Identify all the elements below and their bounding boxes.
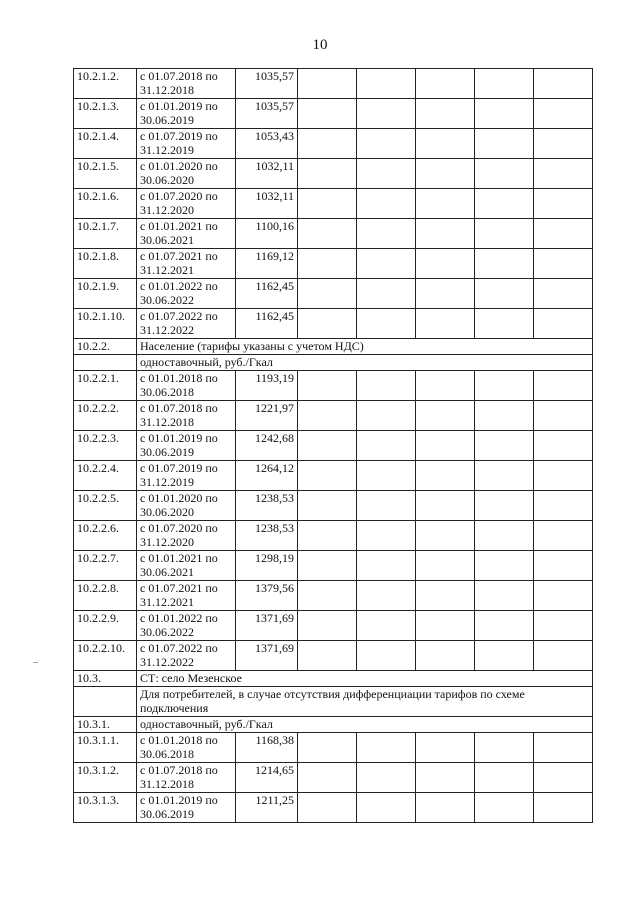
empty-cell (357, 219, 416, 249)
empty-cell (475, 461, 534, 491)
empty-cell (298, 461, 357, 491)
tariff-value-cell: 1193,19 (236, 371, 298, 401)
empty-cell (534, 521, 593, 551)
section-header-cell: одноставочный, руб./Гкал (137, 717, 593, 733)
row-number-cell: 10.2.2.7. (74, 551, 137, 581)
row-number-cell: 10.2.1.9. (74, 279, 137, 309)
table-row (74, 309, 593, 339)
table-row (74, 219, 593, 249)
period-cell: с 01.01.2019 по 30.06.2019 (137, 99, 236, 129)
empty-cell (298, 371, 357, 401)
empty-cell (534, 461, 593, 491)
period-cell: с 01.07.2018 по 31.12.2018 (137, 69, 236, 99)
empty-cell (475, 249, 534, 279)
empty-cell (534, 793, 593, 823)
period-cell: с 01.07.2020 по 31.12.2020 (137, 521, 236, 551)
empty-cell (534, 491, 593, 521)
period-cell: с 01.01.2019 по 30.06.2019 (137, 431, 236, 461)
row-number-cell: 10.3.1.3. (74, 793, 137, 823)
period-cell: с 01.07.2021 по 31.12.2021 (137, 249, 236, 279)
empty-cell (534, 309, 593, 339)
empty-cell (534, 401, 593, 431)
empty-cell (298, 159, 357, 189)
row-number-cell: 10.2.2.4. (74, 461, 137, 491)
tariff-value-cell: 1238,53 (236, 521, 298, 551)
table-row (74, 401, 593, 431)
empty-cell (357, 733, 416, 763)
tariff-table-body (74, 69, 593, 823)
empty-cell (357, 581, 416, 611)
empty-cell (416, 401, 475, 431)
tariff-value-cell: 1298,19 (236, 551, 298, 581)
empty-cell (357, 641, 416, 671)
empty-cell (298, 401, 357, 431)
empty-cell (357, 279, 416, 309)
empty-cell (357, 793, 416, 823)
row-number-cell: 10.2.1.5. (74, 159, 137, 189)
empty-cell (357, 129, 416, 159)
empty-cell (416, 129, 475, 159)
empty-cell (298, 521, 357, 551)
row-number-cell: 10.2.2. (74, 339, 137, 355)
empty-cell (357, 189, 416, 219)
period-cell: с 01.01.2020 по 30.06.2020 (137, 159, 236, 189)
empty-cell (534, 551, 593, 581)
empty-cell (298, 491, 357, 521)
empty-cell (298, 309, 357, 339)
period-cell: с 01.01.2018 по 30.06.2018 (137, 371, 236, 401)
empty-cell (357, 521, 416, 551)
empty-cell (475, 793, 534, 823)
tariff-value-cell: 1100,16 (236, 219, 298, 249)
tariff-value-cell: 1169,12 (236, 249, 298, 279)
table-row (74, 763, 593, 793)
empty-cell (357, 401, 416, 431)
period-cell: с 01.07.2022 по 31.12.2022 (137, 641, 236, 671)
empty-cell (475, 641, 534, 671)
empty-cell (475, 189, 534, 219)
table-row (74, 279, 593, 309)
table-row (74, 461, 593, 491)
empty-cell (298, 219, 357, 249)
period-cell: с 01.01.2018 по 30.06.2018 (137, 733, 236, 763)
empty-cell (475, 581, 534, 611)
section-header-cell: Население (тарифы указаны с учетом НДС) (137, 339, 593, 355)
tariff-value-cell: 1221,97 (236, 401, 298, 431)
tariff-value-cell: 1032,11 (236, 189, 298, 219)
tariff-value-cell: 1053,43 (236, 129, 298, 159)
empty-cell (416, 581, 475, 611)
table-row (74, 339, 593, 355)
row-number-cell: 10.2.1.10. (74, 309, 137, 339)
empty-cell (357, 551, 416, 581)
empty-cell (416, 189, 475, 219)
empty-cell (416, 611, 475, 641)
tariff-value-cell: 1238,53 (236, 491, 298, 521)
empty-cell (298, 431, 357, 461)
empty-cell (534, 371, 593, 401)
tariff-value-cell: 1242,68 (236, 431, 298, 461)
tariff-value-cell: 1168,38 (236, 733, 298, 763)
empty-cell (416, 431, 475, 461)
period-cell: с 01.07.2022 по 31.12.2022 (137, 309, 236, 339)
empty-cell (416, 69, 475, 99)
page-number: 10 (312, 37, 328, 53)
period-cell: с 01.07.2019 по 31.12.2019 (137, 129, 236, 159)
table-row (74, 249, 593, 279)
row-number-cell: 10.2.2.3. (74, 431, 137, 461)
tariff-value-cell: 1211,25 (236, 793, 298, 823)
empty-cell (475, 219, 534, 249)
empty-cell (475, 309, 534, 339)
period-cell: с 01.07.2018 по 31.12.2018 (137, 401, 236, 431)
row-number-cell (74, 355, 137, 371)
empty-cell (298, 279, 357, 309)
empty-cell (475, 69, 534, 99)
empty-cell (357, 371, 416, 401)
section-header-cell: СТ: село Мезенское (137, 671, 593, 687)
table-row (74, 159, 593, 189)
row-number-cell: 10.2.2.1. (74, 371, 137, 401)
tariff-value-cell: 1214,65 (236, 763, 298, 793)
empty-cell (416, 521, 475, 551)
empty-cell (298, 641, 357, 671)
empty-cell (534, 279, 593, 309)
empty-cell (416, 641, 475, 671)
empty-cell (534, 219, 593, 249)
row-number-cell: 10.2.2.10. (74, 641, 137, 671)
period-cell: с 01.01.2022 по 30.06.2022 (137, 279, 236, 309)
empty-cell (475, 159, 534, 189)
tariff-value-cell: 1032,11 (236, 159, 298, 189)
row-number-cell (74, 687, 137, 717)
table-row (74, 129, 593, 159)
row-number-cell: 10.2.1.7. (74, 219, 137, 249)
empty-cell (416, 793, 475, 823)
empty-cell (416, 219, 475, 249)
empty-cell (298, 189, 357, 219)
row-number-cell: 10.3.1. (74, 717, 137, 733)
empty-cell (298, 249, 357, 279)
row-number-cell: 10.2.1.2. (74, 69, 137, 99)
empty-cell (475, 371, 534, 401)
section-header-cell: Для потребителей, в случае отсутствия дифференциации тарифов по схеме подключения (137, 687, 593, 717)
row-number-cell: 10.2.2.9. (74, 611, 137, 641)
empty-cell (357, 69, 416, 99)
empty-cell (357, 763, 416, 793)
table-row (74, 717, 593, 733)
empty-cell (534, 69, 593, 99)
empty-cell (298, 581, 357, 611)
empty-cell (534, 611, 593, 641)
empty-cell (416, 733, 475, 763)
table-row (74, 431, 593, 461)
tariff-value-cell: 1371,69 (236, 611, 298, 641)
table-row (74, 371, 593, 401)
empty-cell (475, 431, 534, 461)
empty-cell (357, 99, 416, 129)
empty-cell (298, 551, 357, 581)
period-cell: с 01.01.2022 по 30.06.2022 (137, 611, 236, 641)
empty-cell (534, 733, 593, 763)
table-row (74, 355, 593, 371)
empty-cell (416, 159, 475, 189)
table-row (74, 491, 593, 521)
period-cell: с 01.01.2021 по 30.06.2021 (137, 219, 236, 249)
row-number-cell: 10.2.1.4. (74, 129, 137, 159)
tariff-value-cell: 1035,57 (236, 69, 298, 99)
table-row (74, 793, 593, 823)
empty-cell (475, 401, 534, 431)
empty-cell (534, 581, 593, 611)
empty-cell (416, 763, 475, 793)
empty-cell (534, 159, 593, 189)
empty-cell (357, 461, 416, 491)
empty-cell (298, 611, 357, 641)
empty-cell (298, 99, 357, 129)
row-number-cell: 10.3.1.1. (74, 733, 137, 763)
row-number-cell: 10.3. (74, 671, 137, 687)
table-row (74, 611, 593, 641)
table-row (74, 733, 593, 763)
empty-cell (416, 551, 475, 581)
table-row (74, 687, 593, 717)
empty-cell (357, 309, 416, 339)
empty-cell (298, 793, 357, 823)
empty-cell (534, 129, 593, 159)
empty-cell (534, 189, 593, 219)
empty-cell (534, 763, 593, 793)
empty-cell (534, 641, 593, 671)
empty-cell (475, 99, 534, 129)
empty-cell (534, 99, 593, 129)
tariff-value-cell: 1371,69 (236, 641, 298, 671)
tariff-value-cell: 1379,56 (236, 581, 298, 611)
empty-cell (298, 129, 357, 159)
period-cell: с 01.07.2021 по 31.12.2021 (137, 581, 236, 611)
empty-cell (357, 611, 416, 641)
tariff-value-cell: 1264,12 (236, 461, 298, 491)
table-row (74, 581, 593, 611)
empty-cell (475, 521, 534, 551)
tariff-table (73, 68, 593, 823)
row-number-cell: 10.2.1.6. (74, 189, 137, 219)
empty-cell (416, 491, 475, 521)
empty-cell (416, 371, 475, 401)
row-number-cell: 10.2.1.3. (74, 99, 137, 129)
empty-cell (416, 99, 475, 129)
row-number-cell: 10.2.2.5. (74, 491, 137, 521)
section-header-cell: одноставочный, руб./Гкал (137, 355, 593, 371)
empty-cell (534, 431, 593, 461)
empty-cell (298, 733, 357, 763)
row-number-cell: 10.2.1.8. (74, 249, 137, 279)
table-row (74, 69, 593, 99)
table-row (74, 99, 593, 129)
empty-cell (475, 551, 534, 581)
tariff-value-cell: 1162,45 (236, 309, 298, 339)
period-cell: с 01.07.2019 по 31.12.2019 (137, 461, 236, 491)
row-number-cell: 10.2.2.6. (74, 521, 137, 551)
empty-cell (416, 249, 475, 279)
empty-cell (416, 279, 475, 309)
empty-cell (475, 279, 534, 309)
table-row (74, 641, 593, 671)
empty-cell (357, 249, 416, 279)
row-number-cell: 10.3.1.2. (74, 763, 137, 793)
tariff-value-cell: 1035,57 (236, 99, 298, 129)
row-number-cell: 10.2.2.8. (74, 581, 137, 611)
empty-cell (475, 763, 534, 793)
table-row (74, 189, 593, 219)
empty-cell (534, 249, 593, 279)
empty-cell (298, 69, 357, 99)
empty-cell (475, 491, 534, 521)
empty-cell (357, 159, 416, 189)
empty-cell (475, 733, 534, 763)
empty-cell (475, 129, 534, 159)
period-cell: с 01.07.2018 по 31.12.2018 (137, 763, 236, 793)
table-row (74, 521, 593, 551)
empty-cell (416, 309, 475, 339)
empty-cell (357, 491, 416, 521)
empty-cell (475, 611, 534, 641)
period-cell: с 01.01.2019 по 30.06.2019 (137, 793, 236, 823)
margin-mark: – (33, 657, 38, 668)
period-cell: с 01.07.2020 по 31.12.2020 (137, 189, 236, 219)
empty-cell (357, 431, 416, 461)
empty-cell (298, 763, 357, 793)
tariff-value-cell: 1162,45 (236, 279, 298, 309)
period-cell: с 01.01.2020 по 30.06.2020 (137, 491, 236, 521)
table-row (74, 551, 593, 581)
period-cell: с 01.01.2021 по 30.06.2021 (137, 551, 236, 581)
table-row (74, 671, 593, 687)
row-number-cell: 10.2.2.2. (74, 401, 137, 431)
empty-cell (416, 461, 475, 491)
